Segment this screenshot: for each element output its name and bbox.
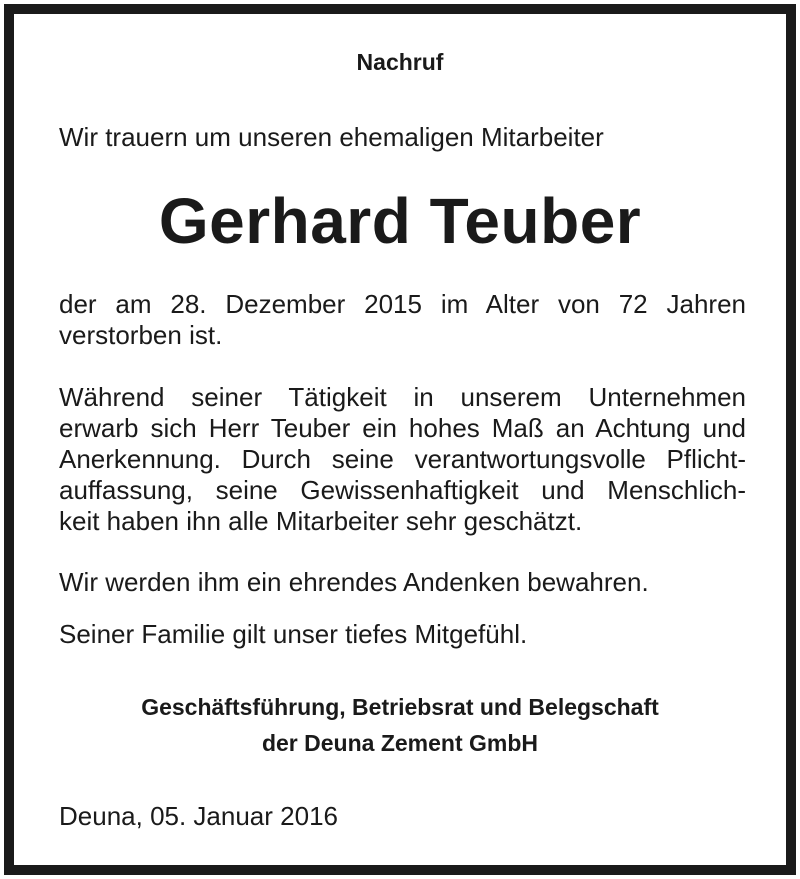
- text-line: der am 28. Dezember 2015 im Alter von 72 Jahren: [59, 289, 746, 319]
- obituary-frame: [4, 4, 796, 875]
- heading: Nachruf: [356, 49, 444, 75]
- signature-line: Geschäftsführung, Betriebsrat und Belegschaft: [141, 694, 659, 720]
- paragraph-condolence: Seiner Familie gilt unser tiefes Mitgefühl.: [59, 619, 528, 649]
- paragraph-death-date: [59, 289, 746, 351]
- text-line: auffassung, seine Gewissenhaftigkeit und Menschlich-: [59, 475, 746, 505]
- paragraph-tribute: [59, 382, 746, 537]
- deceased-name: Gerhard Teuber: [158, 185, 642, 257]
- text-line: Während seiner Tätigkeit in unserem Unternehmen: [59, 382, 746, 412]
- text-line: keit haben ihn alle Mitarbeiter sehr geschätzt.: [59, 506, 583, 536]
- signature-company: der Deuna Zement GmbH: [261, 730, 539, 756]
- text-line: verstorben ist.: [59, 320, 223, 350]
- place-date: Deuna, 05. Januar 2016: [59, 801, 338, 831]
- text-line: erwarb sich Herr Teuber ein hohes Maß an Achtung und: [59, 413, 746, 443]
- intro-text: Wir trauern um unseren ehemaligen Mitarbeiter: [59, 122, 604, 152]
- text-line: Anerkennung. Durch seine verantwortungsvolle Pflicht-: [59, 444, 746, 474]
- paragraph-remembrance: Wir werden ihm ein ehrendes Andenken bewahren.: [59, 567, 649, 597]
